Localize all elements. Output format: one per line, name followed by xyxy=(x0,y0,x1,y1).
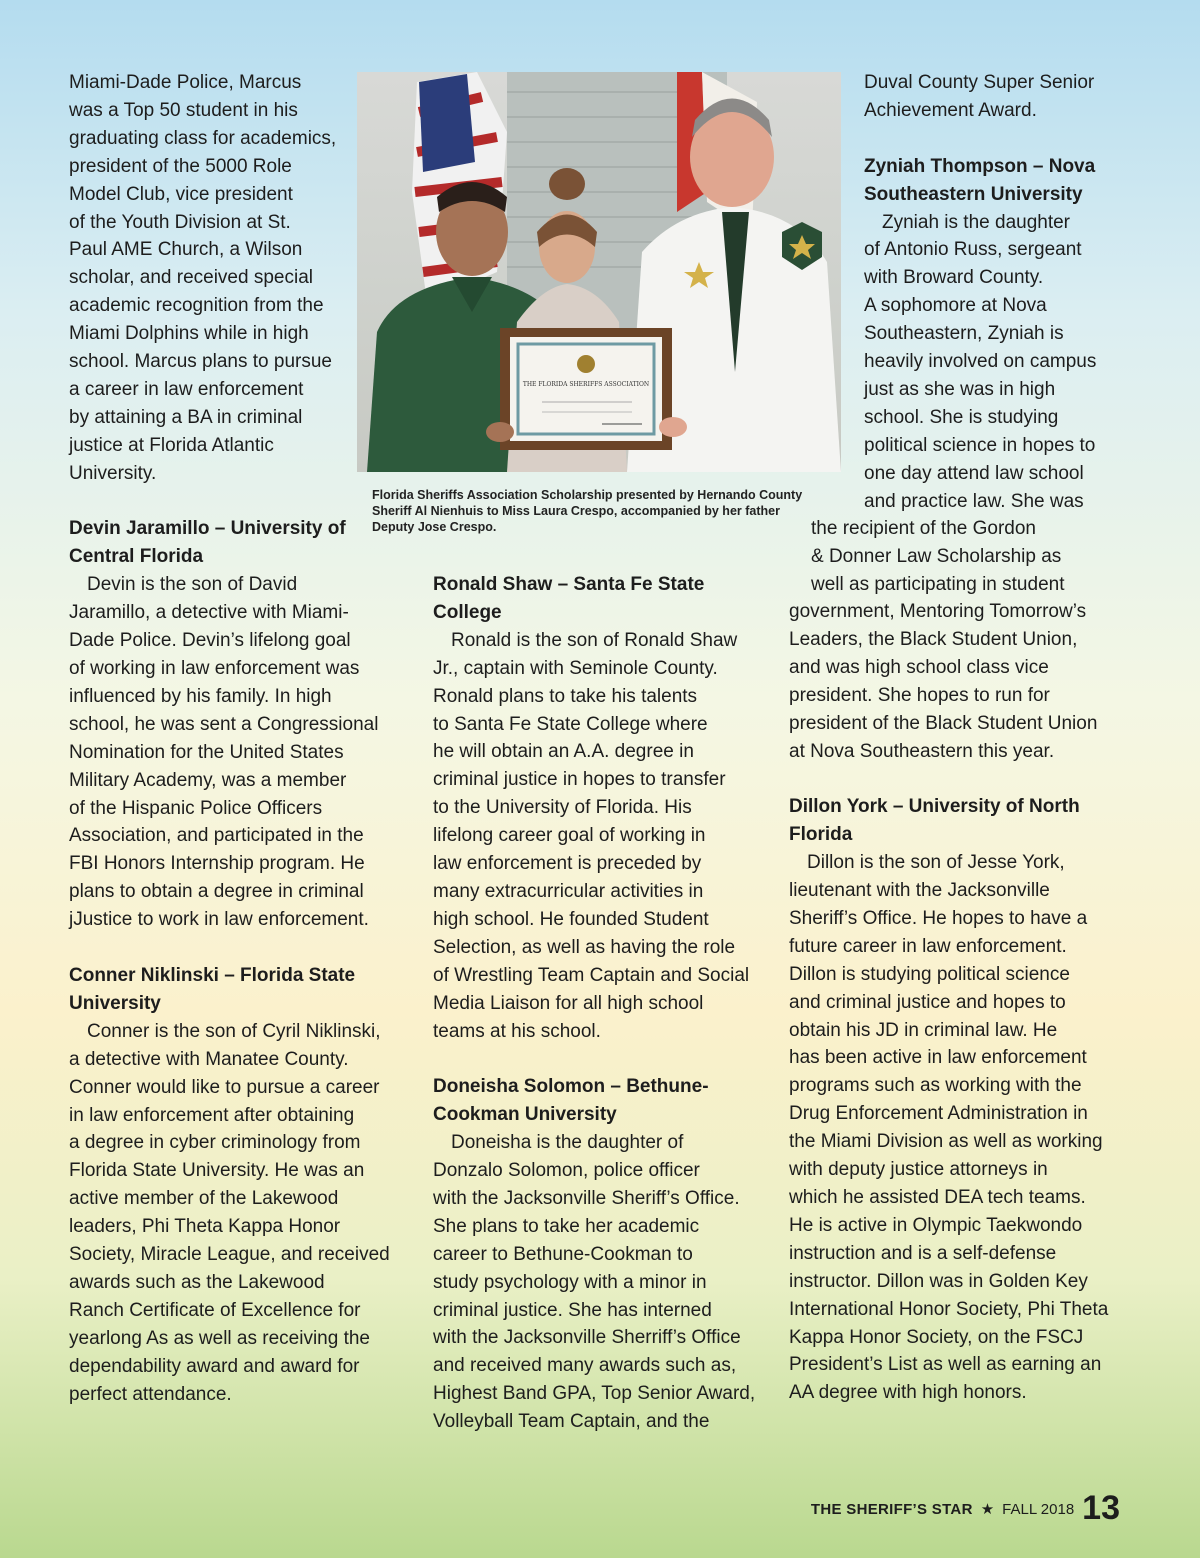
scholarship-photo xyxy=(357,72,841,472)
certificate-title: THE FLORIDA SHERIFFS ASSOCIATION xyxy=(522,381,650,388)
dillon-body: Dillon is the son of Jesse York, lieutenant with the Jacksonville Sheriff’s Office. He hopes to have a future career in law enforcement. Dillon is studying political science and criminal justice and hopes to obtain his JD in criminal law. He has been active in law enforcement programs such as working with the Drug Enforcement Administration in the Miami Division as well as working with deputy justice attorneys in which he assisted DEA tech teams. He is active in Olympic Taekwondo instruction and is a self-defense instructor. Dillon was in Golden Key International Honor Society, Phi Theta Kappa Honor Society, on the FSCJ President’s List as well as earning an AA degree with high honors. xyxy=(789,852,1109,1404)
conner-heading: Conner Niklinski – Florida State University xyxy=(69,964,356,1014)
issue-date: FALL 2018 xyxy=(1002,1501,1075,1518)
column-right-wrap xyxy=(811,515,1151,599)
doneisha-heading: Doneisha Solomon – Bethune- Cookman University xyxy=(433,1076,709,1126)
zyniah-body-b: the recipient of the Gordon & Donner Law Scholarship as well as participating in student xyxy=(811,518,1065,595)
conner-body: Conner is the son of Cyril Niklinski, a detective with Manatee County. Conner would like to pursue a career in law enforcement after obtaining a degree in cyber criminology from Florida State University. He was an active member of the Lakewood leaders, Phi Theta Kappa Honor Society, Miracle League, and received awards such as the Lakewood Ranch Certificate of Excellence for yearlong As as well as receiving the dependability award and award for perfect attendance. xyxy=(69,1020,390,1405)
column-middle xyxy=(433,571,778,1436)
ronald-body: Ronald is the son of Ronald Shaw Jr., captain with Seminole County. Ronald plans to take his talents to Santa Fe State College where he will obtain an A.A. degree in criminal justice in hopes to transfer to the University of Florida. His lifelong career goal of working in law enforcement is preceded by many extracurricular activities in high school. He founded Student Selection, as well as having the role of Wrestling Team Captain and Social Media Liaison for all high school teams at his school. xyxy=(433,629,750,1042)
scholarship-photo-illustration xyxy=(357,72,841,472)
page-number: 13 xyxy=(1082,1489,1120,1527)
page-footer xyxy=(811,1485,1120,1525)
photo-caption: Florida Sheriffs Association Scholarship presented by Hernando County Sheriff Al Nienhuis to Miss Laura Crespo, accompanied by her father Deputy Jose Crespo. xyxy=(372,488,803,534)
certificate-frame xyxy=(500,328,672,450)
column-right-bottom xyxy=(789,598,1159,1407)
marcus-article-end: Miami-Dade Police, Marcus was a Top 50 student in his graduating class for academics, president of the 5000 Role Model Club, vice president of the Youth Division at St. Paul AME Church, a Wilson scholar, and received special academic recognition from the Miami Dolphins while in high school. Marcus plans to pursue a career in law enforcement by attaining a BA in criminal justice at Florida Atlantic University. xyxy=(69,72,337,484)
duval-award-end: Duval County Super Senior Achievement Award. xyxy=(864,72,1095,121)
doneisha-body: Doneisha is the daughter of Donzalo Solomon, police officer with the Jacksonville Sheriff’s Office. She plans to take her academic career to Bethune-Cookman to study psychology with a minor in criminal justice. She has interned with the Jacksonville Sherriff’s Office and received many awards such as, Highest Band GPA, Top Senior Award, Volleyball Team Captain, and the xyxy=(433,1132,756,1433)
dillon-heading: Dillon York – University of North Florida xyxy=(789,796,1080,846)
ronald-heading: Ronald Shaw – Santa Fe State College xyxy=(433,574,705,623)
publication-name: THE SHERIFF’S STAR xyxy=(810,1501,973,1518)
star-icon: ★ xyxy=(980,1501,995,1518)
devin-heading: Devin Jaramillo – University of Central Florida xyxy=(69,518,346,568)
zyniah-heading: Zyniah Thompson – Nova Southeastern University xyxy=(864,155,1096,205)
devin-body: Devin is the son of David Jaramillo, a detective with Miami- Dade Police. Devin’s lifelong goal of working in law enforcement was influenced by his family. In high school, he was sent a Congressional Nomination for the United States Military Academy, was a member of the Hispanic Police Officers Association, and participated in the FBI Honors Internship program. He plans to obtain a degree in criminal jJustice to work in law enforcement. xyxy=(69,574,379,931)
zyniah-body-c: government, Mentoring Tomorrow’s Leaders, the Black Student Union, and was high school class vice president. She hopes to run for president of the Black Student Union at Nova Southeastern this year. xyxy=(789,601,1098,762)
zyniah-body-a: Zyniah is the daughter of Antonio Russ, sergeant with Broward County. A sophomore at Nova Southeastern, Zyniah is heavily involved on campus just as she was in high school. She is studying political science in hopes to one day attend law school and practice law. She was xyxy=(864,211,1097,512)
column-right-top xyxy=(864,69,1164,515)
